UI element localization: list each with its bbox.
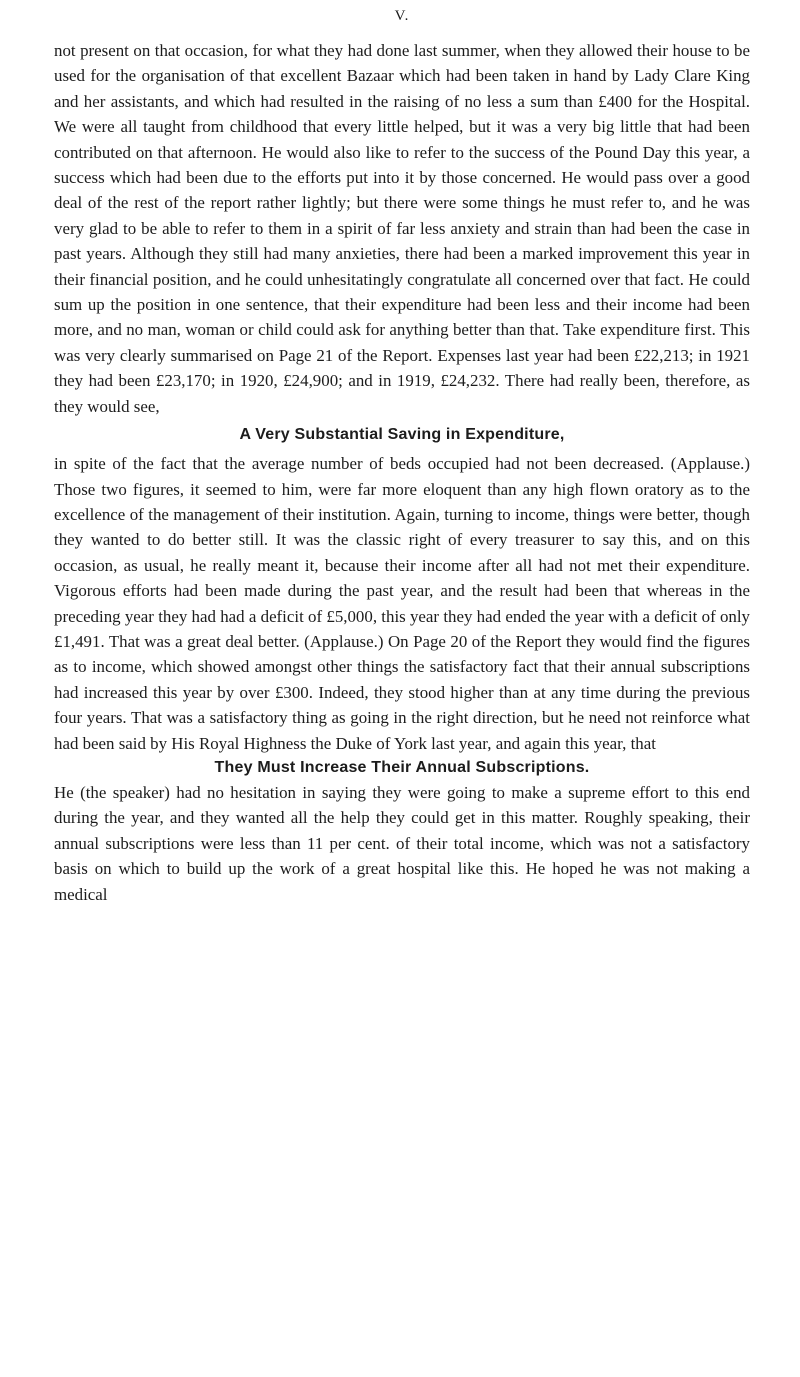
subheading-substantial-saving: A Very Substantial Saving in Expenditure, [239, 426, 565, 444]
paragraph-closing: He (the speaker) had no hesitation in saying they were going to make a supreme effort to this end during the year, and they wanted all the help they could get in this matter. Roughly speaking, their annual subscriptions were less than 11 per cent. of their total income, which was not a satisfactory basis on which to build up the work of a great hospital like this. He hoped he was not making a medical [54, 782, 750, 904]
paragraph-opening: not present on that occasion, for what they had done last summer, when they allowed their house to be used for the organisation of that excellent Bazaar which had been taken in hand by Lady Clare King and her assistants, and which had resulted in the raising of no less a sum than £400 for the Hospital. We were all taught from childhood that every little helped, but it was a very big little that had been contributed on that afternoon. He would also like to refer to the success of the Pound Day this year, a success which had been due to the efforts put into it by those concerned. He would pass over a good deal of the rest of the report rather lightly; but there were some things he must refer to, and he was very glad to be able to refer to them in a spirit of far less anxiety and strain than had been the case in past years. Although they still had many anxieties, there had been a marked improvement this year in their financial position, and he could unhesitatingly congratulate all concerned over that fact. He could sum up the position in one sentence, that their expenditure had been less and their income had been more, and no man, woman or child could ask for anything better than that. Take expenditure first. This was very clearly summarised on Page 21 of the Report. Expenses last year had been £22,213; in 1921 they had been £23,170; in 1920, £24,900; and in 1919, £24,232. There had really been, therefore, as they would see, [54, 41, 750, 416]
paragraph-income: in spite of the fact that the average number of beds occupied had not been decreased. (Applause.) Those two figures, it seemed to him, were far more eloquent than any high flown oratory as to the excellence of the management of their institution. Again, turning to income, things were better, though they wanted to do better still. It was the classic right of every treasurer to say this, and on this occasion, as usual, he really meant it, because their income after all had not met their expenditure. Vigorous efforts had been made during the past year, and the result had been that whereas in the preceding year they had had a deficit of £5,000, this year they had ended the year with a deficit of only £1,491. That was a great deal better. (Applause.) On Page 20 of the Report they would find the figures as to income, which showed amongst other things the satisfactory fact that their annual subscriptions had increased this year by over £300. Indeed, they stood higher than at any time during the previous four years. That was a satisfactory thing as going in the right direction, but he need not reinforce what had been said by His Royal Highness the Duke of York last year, and again this year, that [54, 454, 750, 753]
article-body [54, 38, 750, 907]
subheading-annual-subscriptions: They Must Increase Their Annual Subscriptions. [214, 758, 590, 776]
page-number: V. [394, 8, 410, 24]
